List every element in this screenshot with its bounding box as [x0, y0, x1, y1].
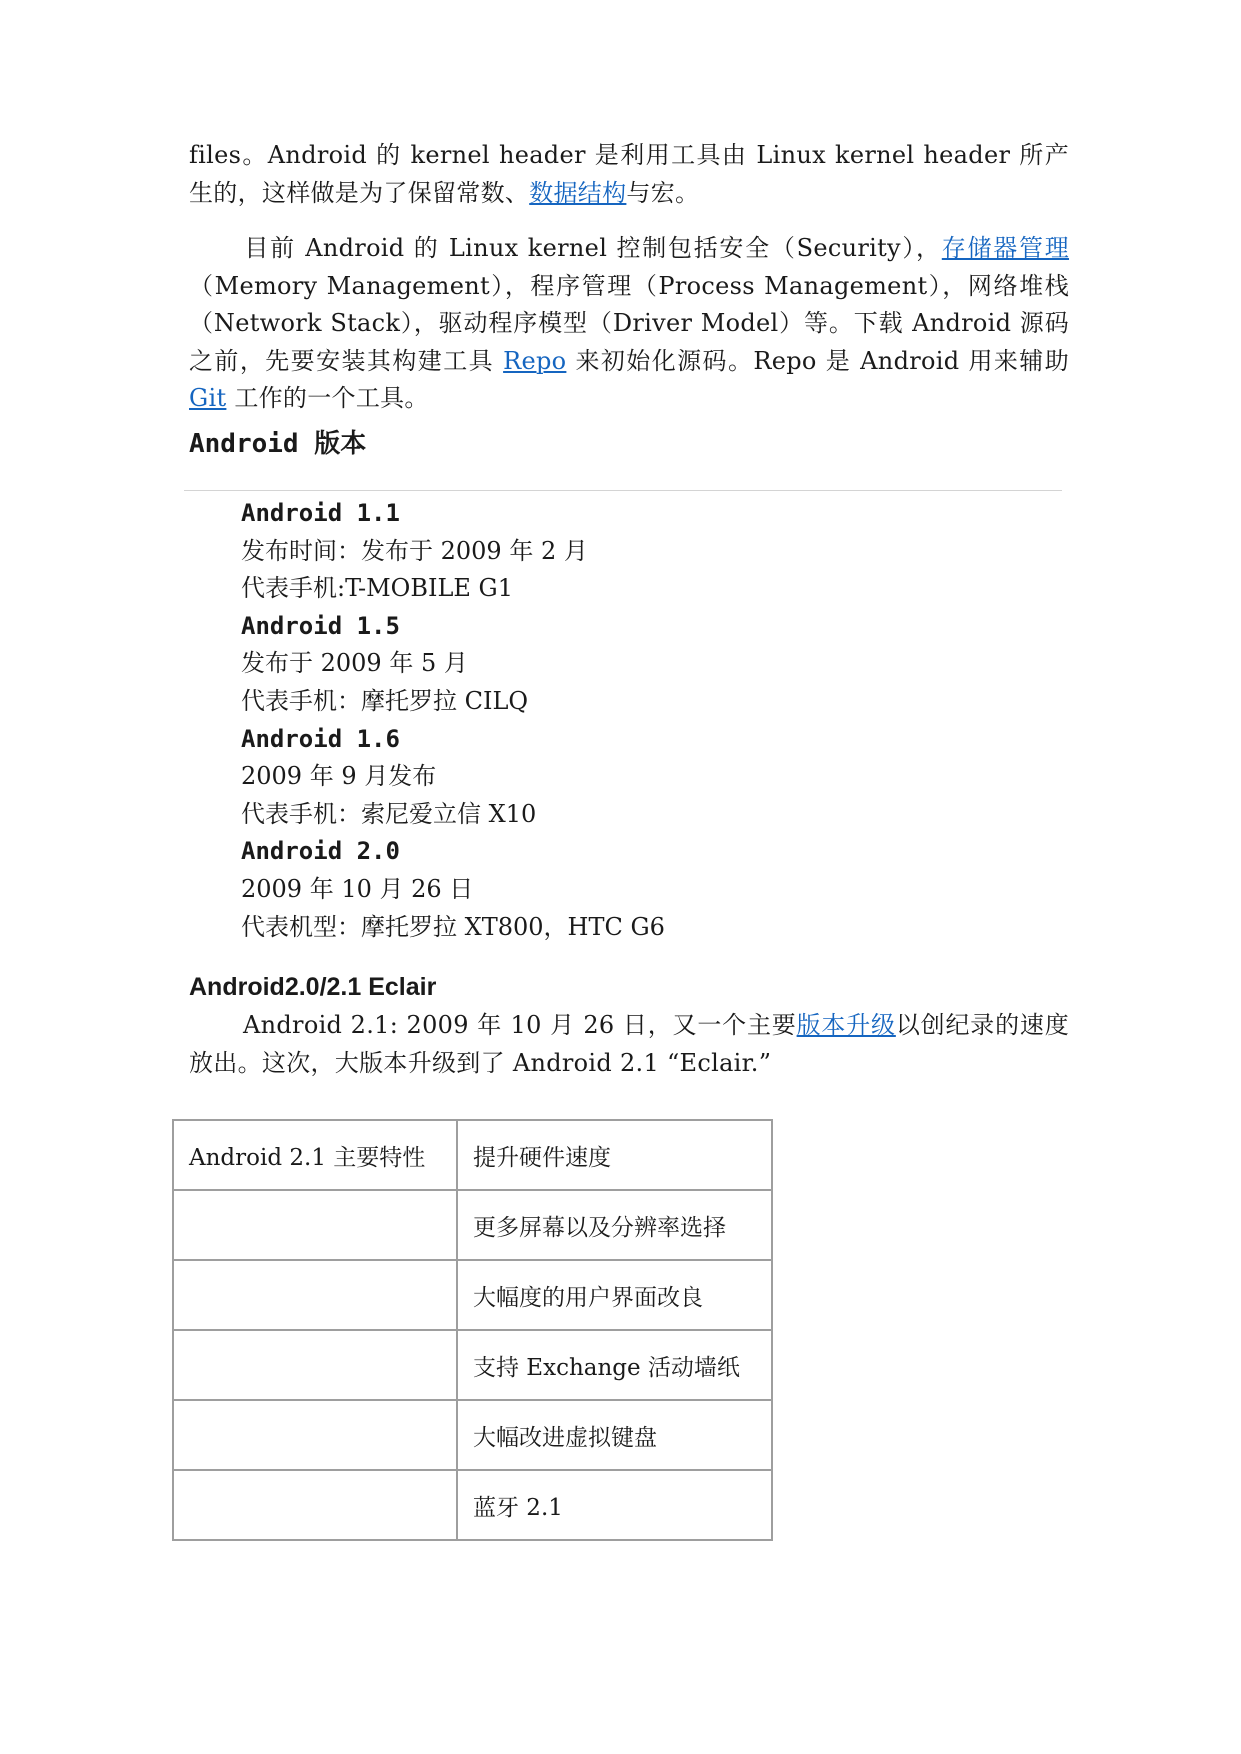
- table-cell-empty: [173, 1470, 457, 1540]
- features-table: [172, 1119, 773, 1541]
- paragraph-text: 以创纪录的速度放出。这次，大版本升级到了 Android 2.1 “Eclair.”: [189, 1011, 1070, 1077]
- section-title-versions: Android 版本: [189, 429, 367, 459]
- paragraph-text: files。Android 的 kernel header 是利用工具由 Linux kernel header 所产生的，这样做是为了保留常数、: [189, 141, 1069, 207]
- version-release-date: 2009 年 9 月发布: [241, 762, 437, 791]
- paragraph-kernel-header: [189, 137, 1069, 212]
- paragraph-text: 工作的一个工具。: [226, 384, 429, 412]
- version-release-date: 发布时间：发布于 2009 年 2 月: [241, 536, 588, 565]
- table-row: [173, 1120, 772, 1190]
- table-cell-empty: [173, 1400, 457, 1470]
- section-title-eclair: Android2.0/2.1 Eclair: [189, 973, 437, 1001]
- version-name: Android 1.1: [241, 499, 400, 527]
- version-release-date: 2009 年 10 月 26 日: [241, 874, 474, 903]
- version-release-date: 发布于 2009 年 5 月: [241, 649, 468, 678]
- version-name: Android 1.6: [241, 724, 400, 753]
- table-cell-empty: [173, 1330, 457, 1400]
- table-cell-feature: 更多屏幕以及分辨率选择: [457, 1190, 772, 1260]
- version-device: 代表手机：索尼爱立信 X10: [241, 799, 537, 828]
- table-cell-feature: 提升硬件速度: [457, 1120, 772, 1190]
- table-row: [173, 1190, 772, 1260]
- table-cell-label: Android 2.1 主要特性: [173, 1120, 457, 1190]
- paragraph-text: 来初始化源码。Repo 是 Android 用来辅助: [566, 346, 1069, 375]
- paragraph-text: 与宏。: [626, 178, 700, 207]
- version-device: 代表手机：摩托罗拉 CILQ: [241, 686, 529, 715]
- table-row: [173, 1260, 772, 1330]
- version-name: Android 2.0: [241, 837, 400, 866]
- table-row: [173, 1400, 772, 1470]
- link-repo[interactable]: Repo: [503, 346, 567, 375]
- paragraph-text: 目前 Android 的 Linux kernel 控制包括安全（Security），: [243, 234, 942, 262]
- table-cell-empty: [173, 1190, 457, 1260]
- link-memory-management[interactable]: 存储器管理: [941, 234, 1070, 262]
- version-list: [241, 495, 665, 946]
- version-device: 代表机型：摩托罗拉 XT800，HTC G6: [241, 912, 665, 941]
- section-divider: [184, 490, 1062, 491]
- link-version-upgrade[interactable]: 版本升级: [796, 1011, 896, 1039]
- version-name: Android 1.5: [241, 611, 400, 640]
- table-row: [173, 1330, 772, 1400]
- table-cell-feature: 蓝牙 2.1: [457, 1470, 772, 1540]
- paragraph-text: Android 2.1: 2009 年 10 月 26 日，又一个主要: [243, 1011, 797, 1039]
- paragraph-kernel-control: [189, 230, 1069, 418]
- paragraph-eclair: [189, 1007, 1069, 1082]
- paragraph-text: （Memory Management），程序管理（Process Management），网络堆栈（Network Stack），驱动程序模型（Driver Model）等。下载 Android 源码之前，先要安装其构建工具: [189, 271, 1069, 375]
- table-cell-feature: 支持 Exchange 活动墙纸: [457, 1330, 772, 1400]
- table-cell-empty: [173, 1260, 457, 1330]
- version-device: 代表手机:T-MOBILE G1: [241, 574, 514, 603]
- table-cell-feature: 大幅改进虚拟键盘: [457, 1400, 772, 1470]
- table-cell-feature: 大幅度的用户界面改良: [457, 1260, 772, 1330]
- table-row: [173, 1470, 772, 1540]
- link-git[interactable]: Git: [189, 384, 227, 412]
- link-data-structure[interactable]: 数据结构: [529, 178, 627, 207]
